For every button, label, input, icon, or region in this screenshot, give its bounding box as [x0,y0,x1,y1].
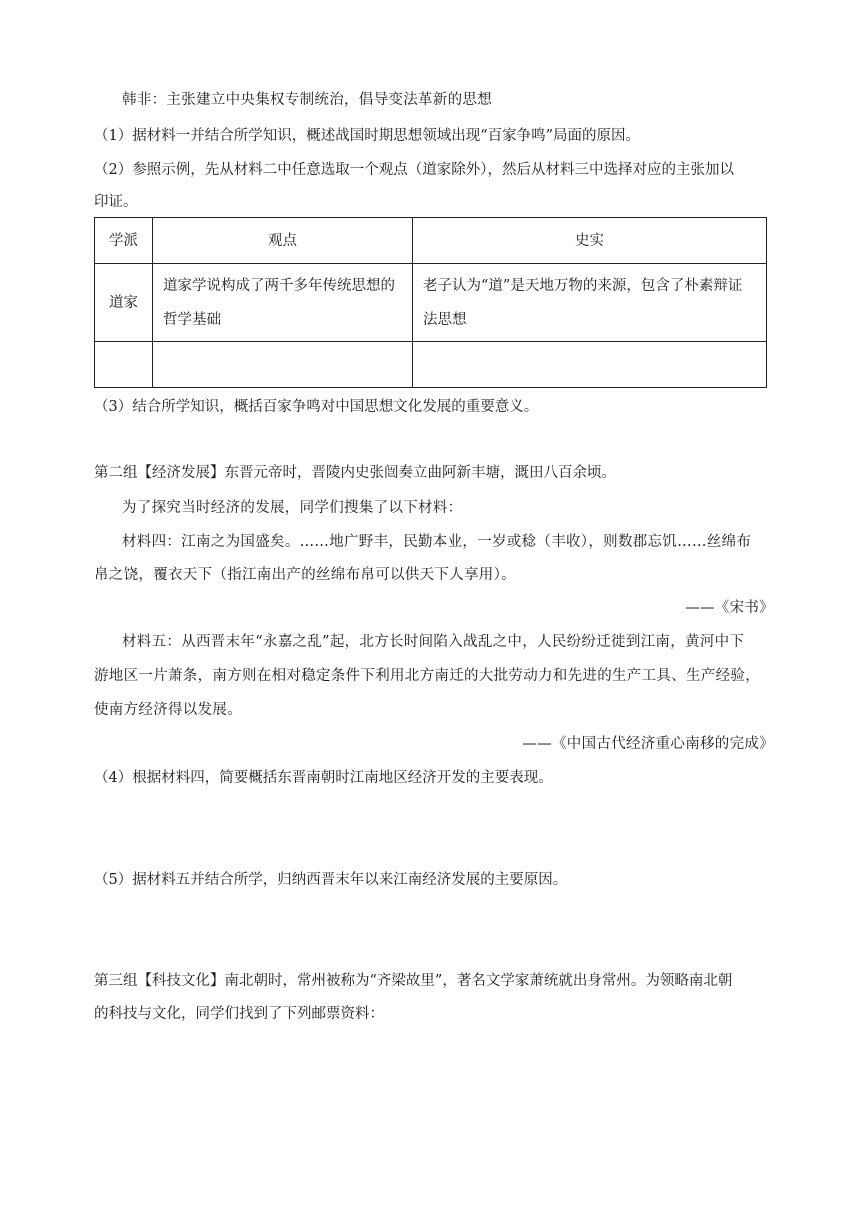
cell-fact: 老子认为“道”是天地万物的来源，包含了朴素辩证法思想 [413,264,767,342]
header-fact: 史实 [413,218,767,264]
material5-line3: 使南方经济得以发展。 [94,702,242,718]
header-viewpoint: 观点 [153,218,413,264]
material4-source: ——《宋书》 [685,600,774,616]
material4-line2: 帛之饶，覆衣天下（指江南出产的丝绵布帛可以供天下人享用）。 [94,567,516,583]
cell-viewpoint: 道家学说构成了两千多年传统思想的哲学基础 [153,264,413,342]
group2-lead: 为了探究当时经济的发展，同学们搜集了以下材料： [122,500,463,516]
question-4: （4）根据材料四，简要概括东晋南朝时江南地区经济开发的主要表现。 [94,770,553,786]
material5-line2: 游地区一片萧条，南方则在相对稳定条件下利用北方南迁的大批劳动力和先进的生产工具、生产经验， [94,668,760,684]
question-2-line1: （2）参照示例，先从材料二中任意选取一个观点（道家除外），然后从材料三中选择对应的主张加以 [94,162,734,178]
question-2-line2: 印证。 [94,194,138,210]
question-1: （1）据材料一并结合所学知识，概述战国时期思想领域出现“百家争鸣”局面的原因。 [94,128,641,144]
header-school: 学派 [95,218,153,264]
group2-intro: 第二组【经济发展】东晋元帝时，晋陵内史张闿奏立曲阿新丰塘，溉田八百余顷。 [94,465,616,481]
table-row-empty [95,342,767,388]
cell-empty-school [95,342,153,388]
cell-empty-fact [413,342,767,388]
table-row [95,264,767,342]
material5-source: ——《中国古代经济重心南移的完成》 [522,736,774,752]
comparison-table [94,217,767,388]
material5-line1: 材料五：从西晋末年“永嘉之乱”起，北方长时间陷入战乱之中，人民纷纷迁徙到江南，黄河中下 [122,634,745,650]
hanfei-line: 韩非：主张建立中央集权专制统治，倡导变法革新的思想 [122,92,492,108]
group3-line1: 第三组【科技文化】南北朝时，常州被称为“齐梁故里”，著名文学家萧统就出身常州。为领略南北朝 [94,973,733,989]
material4-line1: 材料四：江南之为国盛矣。……地广野丰，民勤本业，一岁或稔（丰收），则数郡忘饥……丝绵布 [122,534,752,550]
cell-school: 道家 [95,264,153,342]
question-5: （5）据材料五并结合所学，归纳西晋末年以来江南经济发展的主要原因。 [94,872,568,888]
question-3: （3）结合所学知识，概括百家争鸣对中国思想文化发展的重要意义。 [94,399,539,415]
table-header-row [95,218,767,264]
cell-empty-viewpoint [153,342,413,388]
group3-line2: 的科技与文化，同学们找到了下列邮票资料： [94,1006,384,1022]
